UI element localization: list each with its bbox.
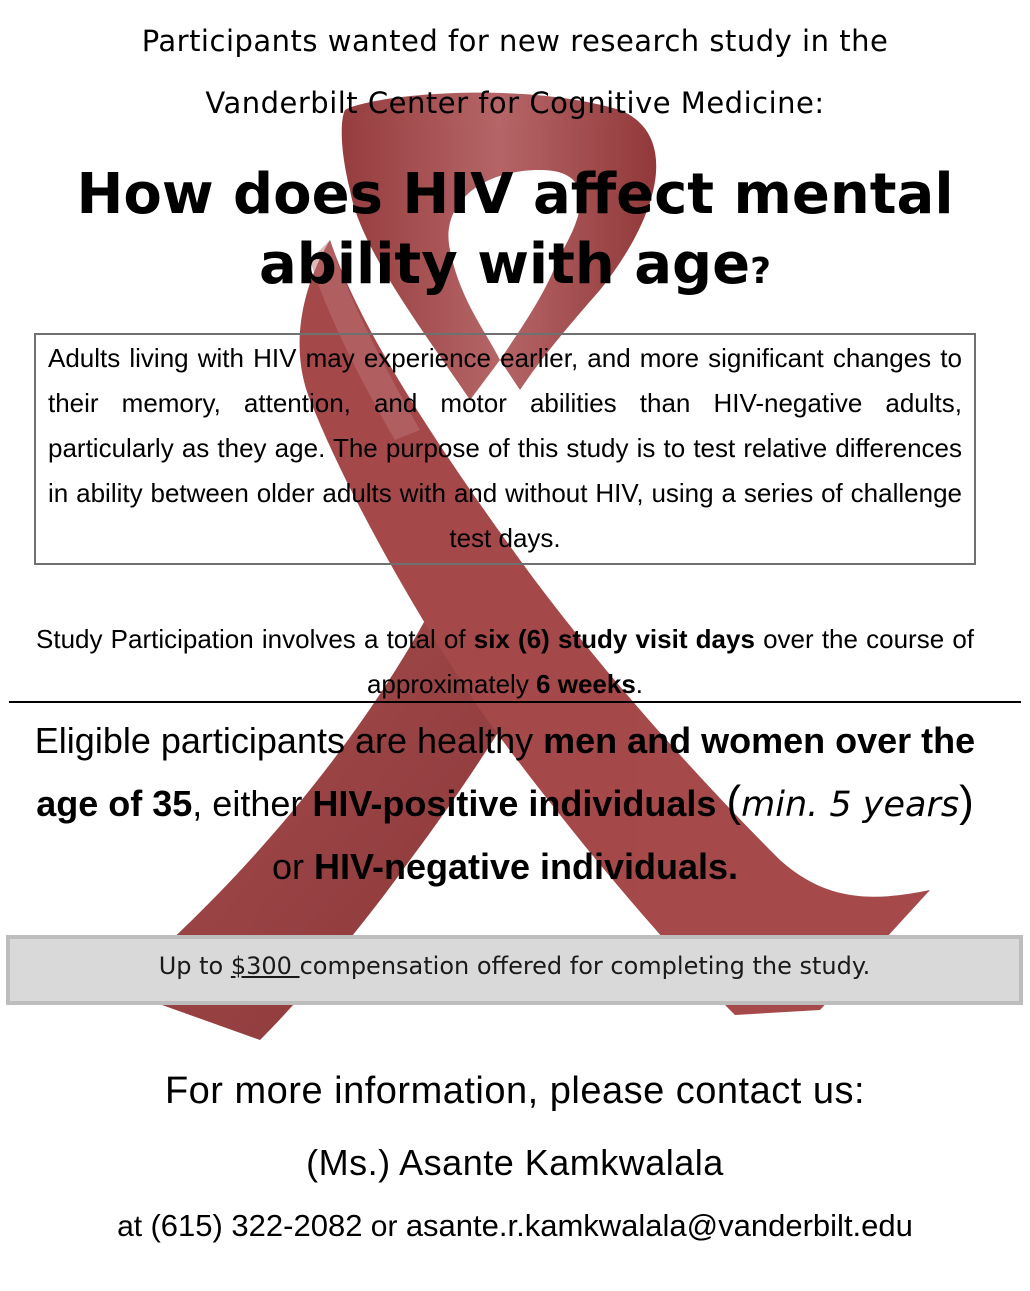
participation-text [36, 617, 974, 707]
paren-close: ) [959, 777, 974, 826]
compensation-amount: $300 [230, 952, 300, 980]
contact-or: or [362, 1210, 406, 1243]
contact-name: (Ms.) Asante Kamkwalala [306, 1142, 724, 1183]
eligibility-hiv-negative: HIV-negative individuals. [313, 846, 739, 887]
eligibility-part-2: , either [192, 783, 313, 824]
contact-details [0, 1208, 1030, 1244]
intro-line-1: Participants wanted for new research study in the [141, 24, 889, 58]
participation-part-1: Study Participation involves a total of [36, 624, 474, 654]
headline-question-mark: ? [750, 251, 772, 292]
paren-open: ( [726, 777, 742, 826]
purpose-text: Adults living with HIV may experience earlier, and more significant changes to their memory, attention, and motor abilities than HIV-negative adults, particularly as they age. The purpose of this study is to test relative differences in ability between older adults with and without HIV, using a series of challenge test days. [48, 343, 962, 553]
contact-email[interactable]: asante.r.kamkwalala@vanderbilt.edu [405, 1208, 913, 1243]
visit-days-count: six (6) study visit days [473, 624, 755, 654]
duration-weeks: 6 weeks [536, 669, 636, 699]
eligibility-hiv-positive: HIV-positive individuals [312, 783, 717, 824]
headline-line-2: ability with age [258, 232, 751, 297]
divider-line [9, 701, 1021, 703]
contact-phone[interactable]: (615) 322-2082 [150, 1208, 363, 1243]
contact-at: at [117, 1210, 151, 1243]
eligibility-text [30, 710, 980, 897]
participation-part-3: . [635, 669, 644, 699]
compensation-prefix: Up to [158, 952, 231, 980]
eligibility-part-1: Eligible participants are healthy [34, 720, 544, 761]
headline-line-1: How does HIV affect mental [76, 162, 954, 227]
eligibility-min-years: min. 5 years [741, 785, 960, 825]
compensation-suffix: compensation offered for completing the study. [299, 952, 871, 980]
participation-part-2: over the course of approximately [366, 624, 974, 699]
eligibility-age: men and women over the age of 35 [36, 720, 976, 824]
compensation-text [6, 952, 1023, 980]
intro-line-2: Vanderbilt Center for Cognitive Medicine: [205, 86, 825, 120]
contact-heading: For more information, please contact us: [164, 1070, 866, 1112]
eligibility-part-3: or [271, 846, 314, 887]
headline [0, 160, 1030, 307]
